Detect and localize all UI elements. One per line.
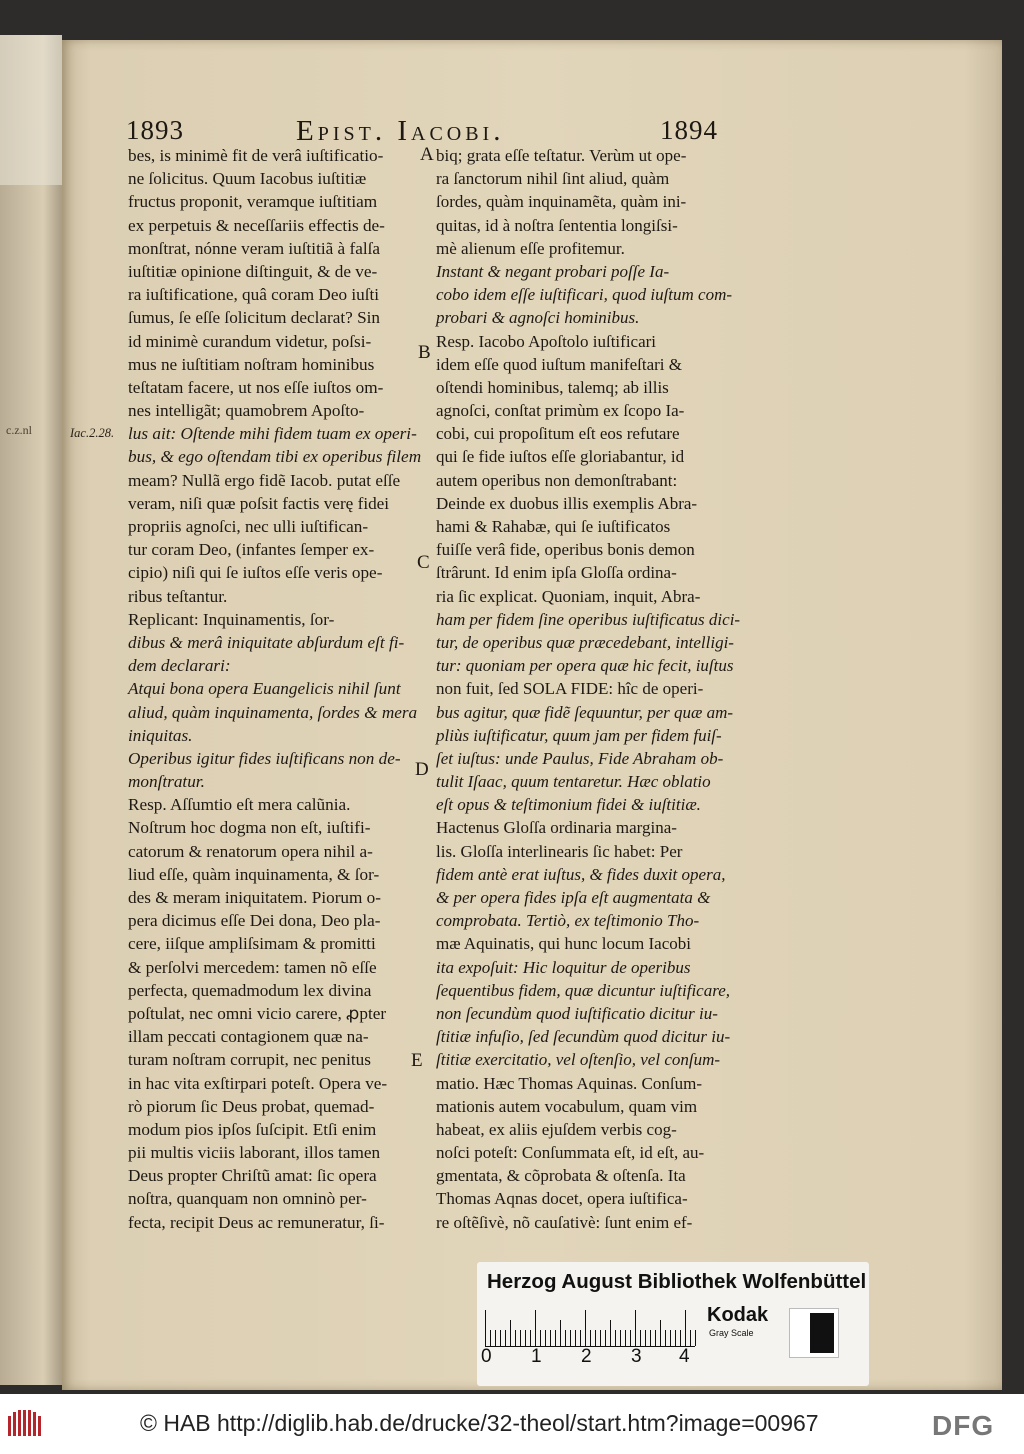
text-line: teſtatam facere, ut nos eſſe iuſtos om- (128, 377, 384, 397)
text-line: fructus proponit, veramque iuſtitiam (128, 192, 378, 212)
section-letter-a: A (420, 144, 434, 165)
text-line: ne ſolicitus. Quum Iacobus iuſtitiæ (128, 169, 367, 189)
text-line: liud eſſe, quàm inquinamenta, & ſor- (128, 864, 380, 884)
copyright-link[interactable]: © HAB http://diglib.hab.de/drucke/32-theol/start.htm?image=00967 (140, 1410, 819, 1436)
ruler-tick (580, 1330, 581, 1346)
text-line: monſtrat, nónne veram iuſtitiã à falſa (128, 238, 380, 258)
ruler-tick (675, 1330, 676, 1346)
ruler-tick (620, 1330, 621, 1346)
ruler-number: 4 (679, 1346, 690, 1367)
ruler-tick (490, 1330, 491, 1346)
text-line: probari & agnoſci hominibus. (436, 308, 640, 328)
ruler-tick (650, 1330, 651, 1346)
text-line: fidem antè erat iuſtus, & fides duxit opera, (436, 864, 726, 884)
text-line: ſtitiæ infuſio, ſed ſecundùm quod dicitur iu- (436, 1027, 731, 1047)
ruler-tick (685, 1310, 686, 1346)
text-line: quitas, id à noſtra ſententia longiſsi- (436, 215, 678, 235)
text-line: iniquitas. (128, 725, 193, 745)
text-line: ham per fidem ſine operibus iuſtificatus dici- (436, 609, 741, 629)
ruler-number: 0 (481, 1346, 492, 1367)
text-line: re oſtẽſivè, nõ cauſativè: ſunt enim ef- (436, 1212, 693, 1232)
text-line: ria ſic explicat. Quoniam, inquit, Abra- (436, 586, 701, 606)
ruler-tick (555, 1330, 556, 1346)
text-line: idem eſſe quod iuſtum manifeſtari & (436, 354, 682, 374)
text-line: Thomas Aqnas docet, opera iuſtifica- (436, 1189, 688, 1209)
ruler-tick (645, 1330, 646, 1346)
text-line: matio. Hæc Thomas Aquinas. Conſum- (436, 1073, 703, 1093)
ruler-tick (610, 1320, 611, 1346)
ruler-tick (500, 1330, 501, 1346)
text-line: pii multis viciis laborant, illos tamen (128, 1143, 381, 1163)
text-line: dibus & merâ iniquitate abſurdum eſt fi- (128, 632, 405, 652)
ruler-tick (565, 1330, 566, 1346)
margin-note: Iac.2.28. (70, 426, 115, 440)
ruler-tick (670, 1330, 671, 1346)
ruler-tick (600, 1330, 601, 1346)
ruler-tick (505, 1330, 506, 1346)
ruler-tick (520, 1330, 521, 1346)
ruler-number: 1 (531, 1346, 542, 1367)
text-line: qui ſe fide iuſtos eſſe gloriabantur, id (436, 447, 685, 467)
text-line: propriis agnoſci, nec ulli iuſtifican- (128, 517, 369, 536)
previous-page-mark: c.z.nl (6, 423, 32, 437)
text-line: lis. Gloſſa interlinearis ſic habet: Per (436, 841, 683, 861)
gray-scale-label: Gray Scale (709, 1328, 754, 1338)
text-line: ſet iuſtus: unde Paulus, Fide Abraham ob- (436, 748, 724, 768)
text-line: cere, iiſque ampliſsimam & promitti (128, 934, 376, 954)
ruler-tick (535, 1310, 536, 1346)
text-line: ſequentibus fidem, quæ dicuntur iuſtificare, (436, 980, 731, 1000)
right-column (436, 144, 741, 1234)
section-letter-e: E (411, 1050, 423, 1071)
text-line: catorum & renatorum opera nihil a- (128, 841, 373, 861)
text-line: ſtrârunt. Id enim ipſa Gloſſa ordina- (436, 563, 677, 583)
text-line: ra ſanctorum nihil ſint aliud, quàm (436, 169, 670, 189)
text-line: Deus propter Chriſtũ amat: ſic opera (128, 1166, 377, 1186)
viewer-footer (0, 1394, 1024, 1454)
text-line: oſtendi hominibus, talemq; ab illis (436, 377, 669, 397)
ruler-tick (595, 1330, 596, 1346)
measurement-ruler (485, 1306, 695, 1347)
text-line: agnoſci, conſtat primùm ex ſcopo Ia- (436, 401, 685, 421)
ruler-tick (625, 1330, 626, 1346)
black-patch (810, 1313, 834, 1353)
text-line: Operibus igitur fides iuſtificans non de- (128, 748, 401, 768)
ruler-tick (585, 1310, 586, 1346)
paper-strip (0, 35, 62, 185)
text-line: dem declarari: (128, 656, 231, 676)
text-line: fuiſſe verâ fide, operibus bonis demon (436, 540, 695, 560)
text-line: Resp. Aſſumtio eſt mera calũnia. (128, 795, 351, 815)
text-line: tur: quoniam per opera quæ hic fecit, iuſtus (436, 656, 734, 676)
section-letter-c: C (417, 552, 430, 573)
text-line: des & meram iniquitatem. Piorum o- (128, 888, 381, 907)
ruler-tick (665, 1330, 666, 1346)
text-line: comprobata. Tertiò, ex teſtimonio Tho- (436, 911, 700, 931)
ruler-tick (575, 1330, 576, 1346)
ruler-tick (515, 1330, 516, 1346)
text-line: gmentata, & cõprobata & oſtenſa. Ita (436, 1166, 686, 1186)
ruler-tick (530, 1330, 531, 1346)
text-line: mè alienum eſſe profitemur. (436, 238, 625, 258)
text-line: noſtra, quanquam non omninò per- (128, 1189, 367, 1209)
ruler-number: 3 (631, 1346, 642, 1367)
text-line: bus, & ego oſtendam tibi ex operibus filem (128, 447, 422, 467)
ruler-tick (525, 1330, 526, 1346)
text-line: biq; grata eſſe teſtatur. Verùm ut ope- (436, 146, 687, 165)
ruler-tick (660, 1320, 661, 1346)
color-reference-card (477, 1262, 869, 1386)
text-line: bes, is minimè fit de verâ iuſtificatio- (128, 146, 384, 165)
ruler-tick (550, 1330, 551, 1346)
text-line: tur, de operibus quæ præcedebant, intelligi- (436, 632, 734, 652)
text-line: aliud, quàm inquinamenta, ſordes & mera (128, 702, 418, 722)
ruler-tick (695, 1330, 696, 1346)
text-line: ribus teſtantur. (128, 586, 228, 606)
text-line: Resp. Iacobo Apoſtolo iuſtificari (436, 331, 657, 351)
text-line: turam noſtram corrupit, nec penitus (128, 1050, 371, 1070)
page-number-left: 1893 (126, 115, 184, 145)
text-line: id minimè curandum videtur, poſsi- (128, 331, 372, 351)
text-line: rò piorum ſic Deus probat, quemad- (128, 1096, 375, 1116)
text-line: lus ait: Oſtende mihi fidem tuam ex operi- (128, 424, 417, 444)
text-line: non ſecundùm quod iuſtificatio dicitur iu- (436, 1003, 718, 1023)
previous-page-edge (0, 35, 62, 1385)
text-line: Deinde ex duobus illis exemplis Abra- (436, 493, 698, 513)
ruler-tick (605, 1330, 606, 1346)
text-line: ſordes, quàm inquinamẽta, quàm ini- (436, 192, 687, 212)
text-line: Hactenus Gloſſa ordinaria margina- (436, 818, 677, 838)
text-line: iuſtitiæ opinione diſtinguit, & de ve- (128, 261, 378, 281)
text-line: cipio) niſi qui ſe iuſtos eſſe veris ope- (128, 563, 383, 583)
book-page (62, 40, 1002, 1390)
text-line: eſt opus & teſtimonium fidei & iuſtitiæ. (436, 795, 701, 815)
text-line: ſtitiæ exercitatio, vel oſtenſio, vel conſum- (436, 1050, 721, 1070)
text-line: perfecta, quemadmodum lex divina (128, 980, 372, 1000)
text-line: Atqui bona opera Euangelicis nihil ſunt (128, 679, 401, 699)
text-line: pliùs iuſtificatur, quum jam per fidem fuiſ- (436, 725, 722, 745)
ruler-tick (485, 1310, 486, 1346)
text-line: habeat, ex aliis ejuſdem verbis cog- (436, 1119, 677, 1139)
text-line: cobi, cui propoſitum eſt eos refutare (436, 424, 680, 444)
text-line: & per opera fides ipſa eſt augmentata & (436, 888, 711, 907)
text-line: tulit Iſaac, quum tentaretur. Hæc oblatio (436, 772, 711, 792)
kodak-logo: Kodak (707, 1304, 769, 1326)
gray-swatch (789, 1308, 839, 1358)
ruler-tick (630, 1330, 631, 1346)
ruler-tick (540, 1330, 541, 1346)
hab-logo-icon (6, 1408, 46, 1440)
ruler-tick (545, 1330, 546, 1346)
text-line: ra iuſtificatione, quâ coram Deo iuſti (128, 285, 380, 305)
text-line: hami & Rahabæ, qui ſe iuſtificatos (436, 517, 671, 536)
text-line: & perſolvi mercedem: tamen nõ eſſe (128, 957, 377, 977)
dfg-logo: DFG (932, 1410, 995, 1441)
text-line: noſci poteſt: Conſummata eſt, id eſt, au- (436, 1143, 705, 1163)
ruler-tick (690, 1330, 691, 1346)
text-line: meam? Nullã ergo fidẽ Iacob. putat eſſe (128, 470, 401, 490)
ruler-tick (560, 1320, 561, 1346)
text-line: nes intelligãt; quamobrem Apoſto- (128, 401, 365, 421)
ruler-tick (680, 1330, 681, 1346)
text-line: cobo idem eſſe iuſtificari, quod iuſtum com- (436, 285, 733, 305)
text-line: poſtulat, nec omni vicio carere, ꝓpter (128, 1003, 387, 1023)
ruler-tick (655, 1330, 656, 1346)
text-line: monſtratur. (128, 772, 205, 792)
library-name: Herzog August Bibliothek Wolfenbüttel (487, 1270, 867, 1293)
ruler-number: 2 (581, 1346, 592, 1367)
text-line: ita expoſuit: Hic loquitur de operibus (436, 957, 691, 977)
text-line: non fuit, ſed SOLA FIDE: hîc de operi- (436, 679, 704, 699)
text-line: tur coram Deo, (infantes ſemper ex- (128, 540, 375, 560)
text-line: illam peccati contagionem quæ na- (128, 1027, 369, 1047)
ruler-tick (590, 1330, 591, 1346)
text-line: mus ne iuſtitiam noſtram hominibus (128, 354, 375, 374)
page-number-right: 1894 (660, 115, 718, 145)
text-line: mationis autem vocabulum, quam vim (436, 1096, 698, 1116)
text-line: Noſtrum hoc dogma non eſt, iuſtifi- (128, 818, 371, 838)
section-letter-b: B (418, 342, 431, 363)
text-line: ſumus, ſe eſſe ſolicitum declarat? Sin (128, 308, 381, 328)
ruler-tick (510, 1320, 511, 1346)
text-line: in hac vita exſtirpari poteſt. Opera ve- (128, 1073, 388, 1093)
text-line: Instant & negant probari poſſe Ia- (436, 261, 670, 281)
text-line: veram, niſi quæ poſsit factis verę fidei (128, 493, 390, 513)
text-line: modum pios ipſos ſuſcipit. Etſi enim (128, 1119, 377, 1139)
text-line: Replicant: Inquinamentis, ſor- (128, 609, 335, 629)
running-title: Epist. Iacobi. (296, 115, 505, 147)
text-line: autem operibus non demonſtrabant: (436, 470, 678, 490)
ruler-tick (640, 1330, 641, 1346)
left-column (128, 144, 422, 1234)
section-letter-d: D (415, 759, 429, 780)
text-line: ex perpetuis & neceſſariis effectis de- (128, 215, 385, 235)
ruler-tick (495, 1330, 496, 1346)
ruler-tick (570, 1330, 571, 1346)
ruler-tick (615, 1330, 616, 1346)
text-line: pera dicimus eſſe Dei dona, Deo pla- (128, 911, 381, 931)
ruler-tick (635, 1310, 636, 1346)
text-line: fecta, recipit Deus ac remuneratur, ſi- (128, 1212, 385, 1232)
text-line: mæ Aquinatis, qui hunc locum Iacobi (436, 934, 691, 954)
text-line: bus agitur, quæ fidẽ ſequuntur, per quæ am- (436, 702, 734, 722)
